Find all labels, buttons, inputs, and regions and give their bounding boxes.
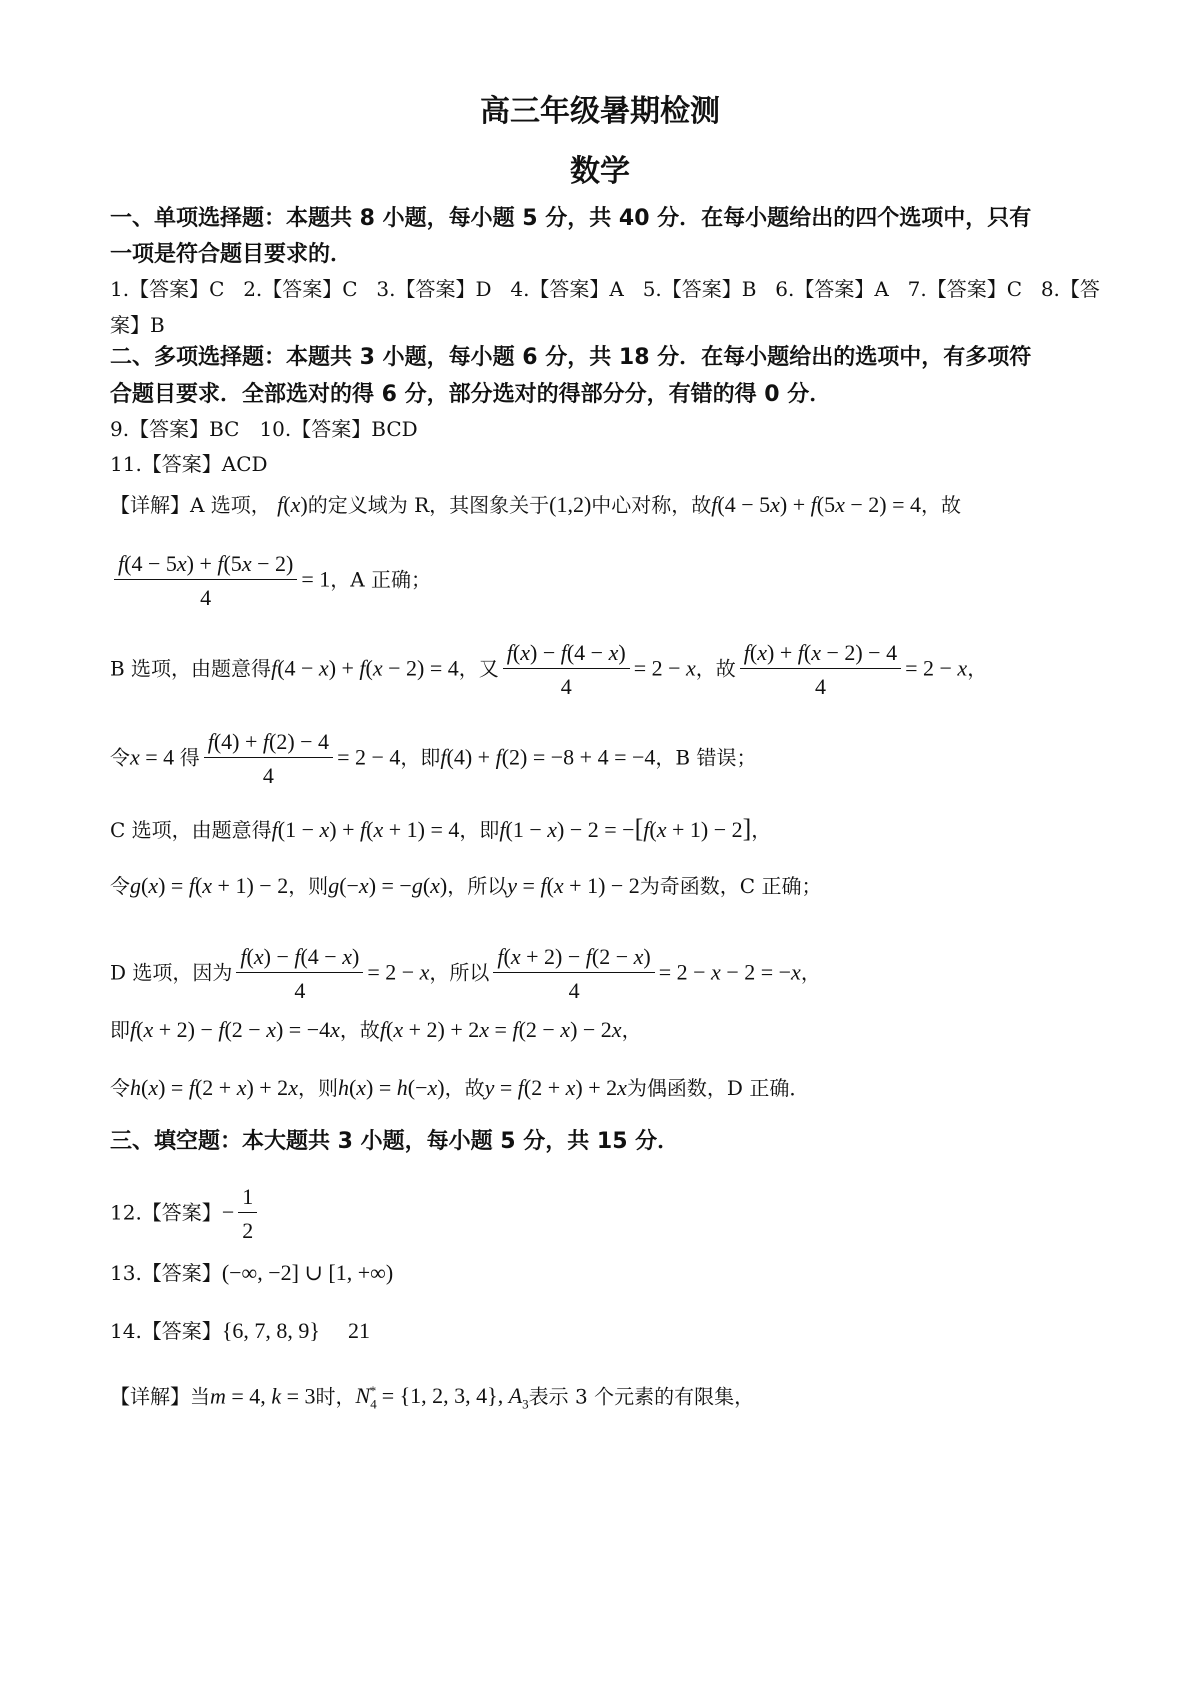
section2-heading-line2: 合题目要求．全部选对的得 6 分，部分选对的得部分分，有错的得 0 分． [110,382,832,407]
q11-a-formula: $\frac{f(4 - 5x) + f(5x - 2)}{4}$ = 1，A 正确； [110,552,431,610]
math-expression: f(4 − 5x) + f(5x − 2) = 4 [711,492,922,517]
q12-answer: 12.【答案】− $\frac{1}{2}$ [110,1185,261,1243]
math-expression: (1,2) [549,492,592,517]
math-expression: m = 4, k = 3 [210,1383,316,1409]
math-expression: f(4 − x) + f(x − 2) = 4 [271,655,459,681]
fraction: $\frac{f(4 - 5x) + f(5x - 2)}{4}$ [114,552,297,610]
q14-detail: 【详解】当m = 4, k = 3时，$N_4^* = \{1$, 2, 3, 4}, $A_3$表示 3 个元素的有限集， [110,1383,755,1412]
q14-answer: 14.【答案】{6, 7, 8, 9} 21 [110,1318,370,1343]
math-expression: $N_4^* = \{1$, 2, 3, 4}, $A_3$ [355,1383,529,1412]
fraction: $\frac{f(4) + f(2) - 4}{4}$ [204,730,333,788]
subject-title: 数学 [570,154,630,189]
math-expression: (−∞, −2] ∪ [1, +∞) [221,1260,394,1285]
answer-5: 5.【答案】B [642,277,757,301]
fraction: $\frac{f(x) - f(4 - x)}{4}$ [236,945,363,1003]
fraction: $\frac{1}{2}$ [238,1185,257,1243]
section2-answers-line2: 11.【答案】ACD [110,452,268,476]
section2-answers-line1: 9.【答案】BC 10.【答案】BCD [110,417,418,441]
detail-label: 【详解】 [110,493,190,517]
q11-d-line3: 令h(x) = f(2 + x) + 2x，则h(x) = h(−x)，故y = f(2 + x) + 2x为偶函数，D 正确． [110,1075,810,1100]
answer-4: 4.【答案】A [510,277,624,301]
answer-7: 7.【答案】C [907,277,1023,301]
math-expression: y = f(2 + x) + 2x [484,1075,627,1100]
math-expression: h(x) = f(2 + x) + 2x [130,1075,298,1100]
section1-heading-line1: 一、单项选择题：本题共 8 小题，每小题 5 分，共 40 分．在每小题给出的四个选项中，只有 [110,206,1032,231]
q11-d-line2: 即f(x + 2) − f(2 − x) = −4x，故f(x + 2) + 2x = f(2 − x) − 2x， [110,1017,642,1042]
math-expression: f(x + 2) − f(2 − x) = −4x [130,1017,340,1042]
math-expression: f(4) + f(2) = −8 + 4 = −4 [440,744,656,770]
answer-8-wrap: 案】B [110,313,165,337]
fraction: $\frac{f(x) + f(x - 2) - 4}{4}$ [740,641,901,699]
q11-a-line: 【详解】A 选项， f(x)的定义域为 R，其图象关于(1,2)中心对称，故f(4 − 5x) + f(5x − 2) = 4，故 [110,492,962,517]
math-expression: h(x) = h(−x) [337,1075,445,1100]
section1-heading-line2: 一项是符合题目要求的． [110,242,353,267]
math-expression: f(1 − x) + f(x + 1) = 4 [271,817,460,842]
math-expression: f(x) [277,492,308,517]
math-expression: f(x + 2) + 2x = f(2 − x) − 2x [379,1017,622,1042]
answer-8: 8.【答 [1040,277,1100,301]
answer-3: 3.【答案】D [376,277,492,301]
answer-6: 6.【答案】A [775,277,889,301]
math-expression: g(−x) = −g(x) [328,873,448,898]
math-expression: y = f(x + 1) − 2 [507,873,640,898]
q11-b-line1: B 选项，由题意得f(4 − x) + f(x − 2) = 4，又 $\frac{f(x) - f(4 - x)}{4}$ = 2 − x，故 $\frac{f(x) + f(x - 2) - 4}{4}$ = 2 − x， [110,640,988,699]
q11-c-line1: C 选项，由题意得f(1 − x) + f(x + 1) = 4，即f(1 − x) − 2 = −[f(x + 1) − 2]， [110,814,772,843]
q11-c-line2: 令g(x) = f(x + 1) − 2，则g(−x) = −g(x)，所以y = f(x + 1) − 2为奇函数，C 正确； [110,873,822,898]
answer-1: 1.【答案】C [110,277,225,301]
section3-heading: 三、填空题：本大题共 3 小题，每小题 5 分，共 15 分． [110,1129,680,1154]
q11-b-line2: 令x = 4 得 $\frac{f(4) + f(2) - 4}{4}$ = 2 − 4，即f(4) + f(2) = −8 + 4 = −4，B 错误； [110,729,757,788]
fraction: $\frac{f(x + 2) - f(2 - x)}{4}$ [493,945,654,1003]
section2-heading-line1: 二、多项选择题：本题共 3 小题，每小题 6 分，共 18 分．在每小题给出的选项中，有多项符 [110,345,1032,370]
fraction: $\frac{f(x) - f(4 - x)}{4}$ [503,641,630,699]
answer-2: 2.【答案】C [243,277,358,301]
section1-answers [110,276,1100,302]
q11-d-line1: D 选项，因为 $\frac{f(x) - f(4 - x)}{4}$ = 2 − x，所以 $\frac{f(x + 2) - f(2 - x)}{4}$ = 2 − x − 2 = −x， [110,944,821,1003]
math-expression: {6, 7, 8, 9} [221,1318,320,1343]
q13-answer: 13.【答案】(−∞, −2] ∪ [1, +∞) [110,1260,394,1285]
math-expression: g(x) = f(x + 1) − 2 [130,873,289,898]
document-title: 高三年级暑期检测 [480,94,720,129]
math-expression: f(1 − x) − 2 = −[f(x + 1) − 2] [499,814,752,843]
